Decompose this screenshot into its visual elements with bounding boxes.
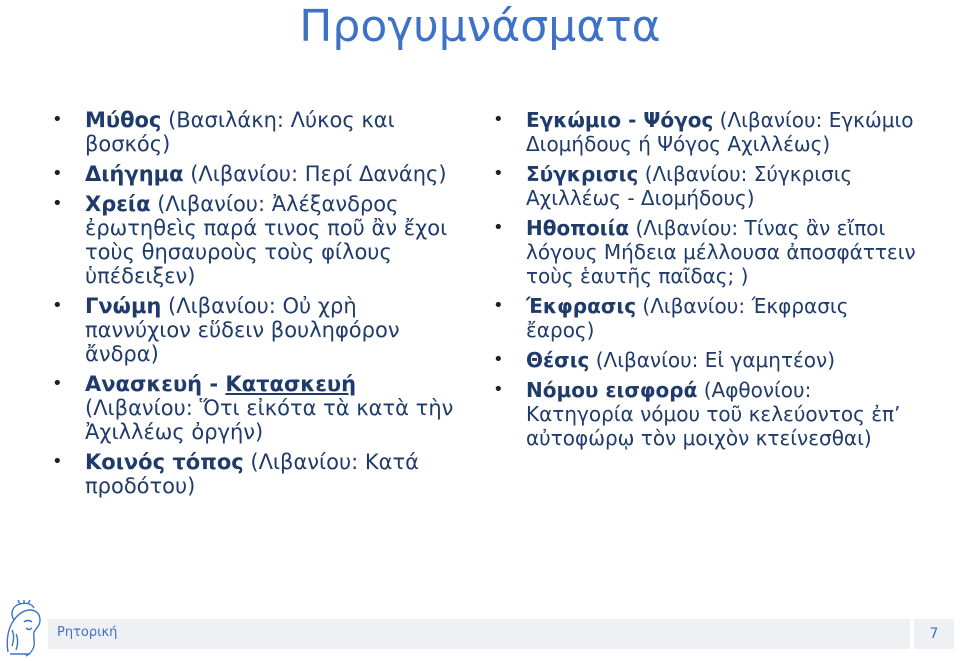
list-item <box>52 450 462 498</box>
item-desc: (Λιβανίου: Ὅτι εἰκότα τὰ κατὰ τὴν Ἀχιλλέως ὀργήν) <box>85 396 454 444</box>
item-term: Θέσις <box>526 348 590 372</box>
list-item <box>493 108 923 156</box>
slide-title: Προγυμνάσματα <box>299 1 661 52</box>
bullet-icon: • <box>52 373 63 394</box>
item-term: Νόμου εισφορά <box>526 378 698 402</box>
list-item <box>493 216 923 288</box>
item-term: Έκφρασις <box>526 294 637 318</box>
item-term: Χρεία <box>85 192 151 216</box>
bullet-icon: • <box>493 163 504 184</box>
item-term: Ανασκευή - <box>85 372 226 396</box>
item-desc: (Λιβανίου: Εἰ γαμητέον) <box>589 348 836 372</box>
right-list <box>493 108 923 450</box>
item-term: Εγκώμιο - Ψόγος <box>526 108 714 132</box>
list-item <box>493 162 923 210</box>
item-term: Κοινός τόπος <box>85 450 244 474</box>
footer-bar <box>48 619 910 649</box>
list-item <box>52 294 462 366</box>
item-desc: (Λιβανίου: Έκφρασις ἔαρος) <box>526 294 849 342</box>
left-list <box>52 108 462 498</box>
left-column <box>52 108 462 504</box>
item-desc: (Βασιλάκη: Λύκος και βοσκός) <box>85 108 395 156</box>
item-term: Διήγημα <box>85 162 184 186</box>
bullet-icon: • <box>493 109 504 130</box>
item-desc: (Λιβανίου: Εγκώμιο Διομήδους ή Ψόγος Αχιλλέως) <box>526 108 914 156</box>
bullet-icon: • <box>493 295 504 316</box>
item-term: Γνώμη <box>85 294 162 318</box>
item-desc: (Λιβανίου: Σύγκρισις Αχιλλέως - Διομήδους) <box>526 162 853 210</box>
bullet-icon: • <box>52 451 63 472</box>
list-item <box>493 294 923 342</box>
item-desc: (Λιβανίου: Ἀλέξανδρος ἐρωτηθεὶς παρά τινος ποῦ ἂν ἔχοι τοὺς θησαυροὺς τοὺς φίλους ὑπέδειξεν) <box>85 192 448 288</box>
page-number: 7 <box>914 619 954 649</box>
list-item <box>493 348 923 372</box>
item-desc: (Λιβανίου: Οὐ χρὴ παννύχιον εὕδειν βουληφόρον ἄνδρα) <box>85 294 400 366</box>
athena-logo-icon <box>0 600 44 658</box>
item-desc: (Αφθονίου: Κατηγορία νόμου τοῦ κελεύοντος ἐπ’ αὐτοφώρῳ τὸν μοιχὸν κτείνεσθαι) <box>526 378 901 450</box>
item-desc: (Λιβανίου: Τίνας ἂν εἴποι λόγους Μήδεια μέλλουσα ἀποσφάττειν τοὺς ἑαυτῆς παῖδας; ) <box>526 216 916 288</box>
list-item <box>493 378 923 450</box>
item-term: Μύθος <box>85 108 162 132</box>
bullet-icon: • <box>52 295 63 316</box>
bullet-icon: • <box>493 349 504 370</box>
bullet-icon: • <box>52 109 63 130</box>
list-item <box>52 162 462 186</box>
right-column <box>493 108 923 456</box>
bullet-icon: • <box>493 217 504 238</box>
list-item <box>52 372 462 444</box>
item-desc: (Λιβανίου: Περί Δανάης) <box>183 162 447 186</box>
bullet-icon: • <box>52 163 63 184</box>
list-item <box>52 108 462 156</box>
item-term-link[interactable]: Κατασκευή <box>225 372 357 396</box>
item-term: Σύγκρισις <box>526 162 639 186</box>
footer-course-label: Ρητορική <box>57 625 118 640</box>
list-item <box>52 192 462 288</box>
item-term: Ηθοποιία <box>526 216 630 240</box>
bullet-icon: • <box>52 193 63 214</box>
bullet-icon: • <box>493 379 504 400</box>
item-desc: (Λιβανίου: Κατά προδότου) <box>85 450 419 498</box>
